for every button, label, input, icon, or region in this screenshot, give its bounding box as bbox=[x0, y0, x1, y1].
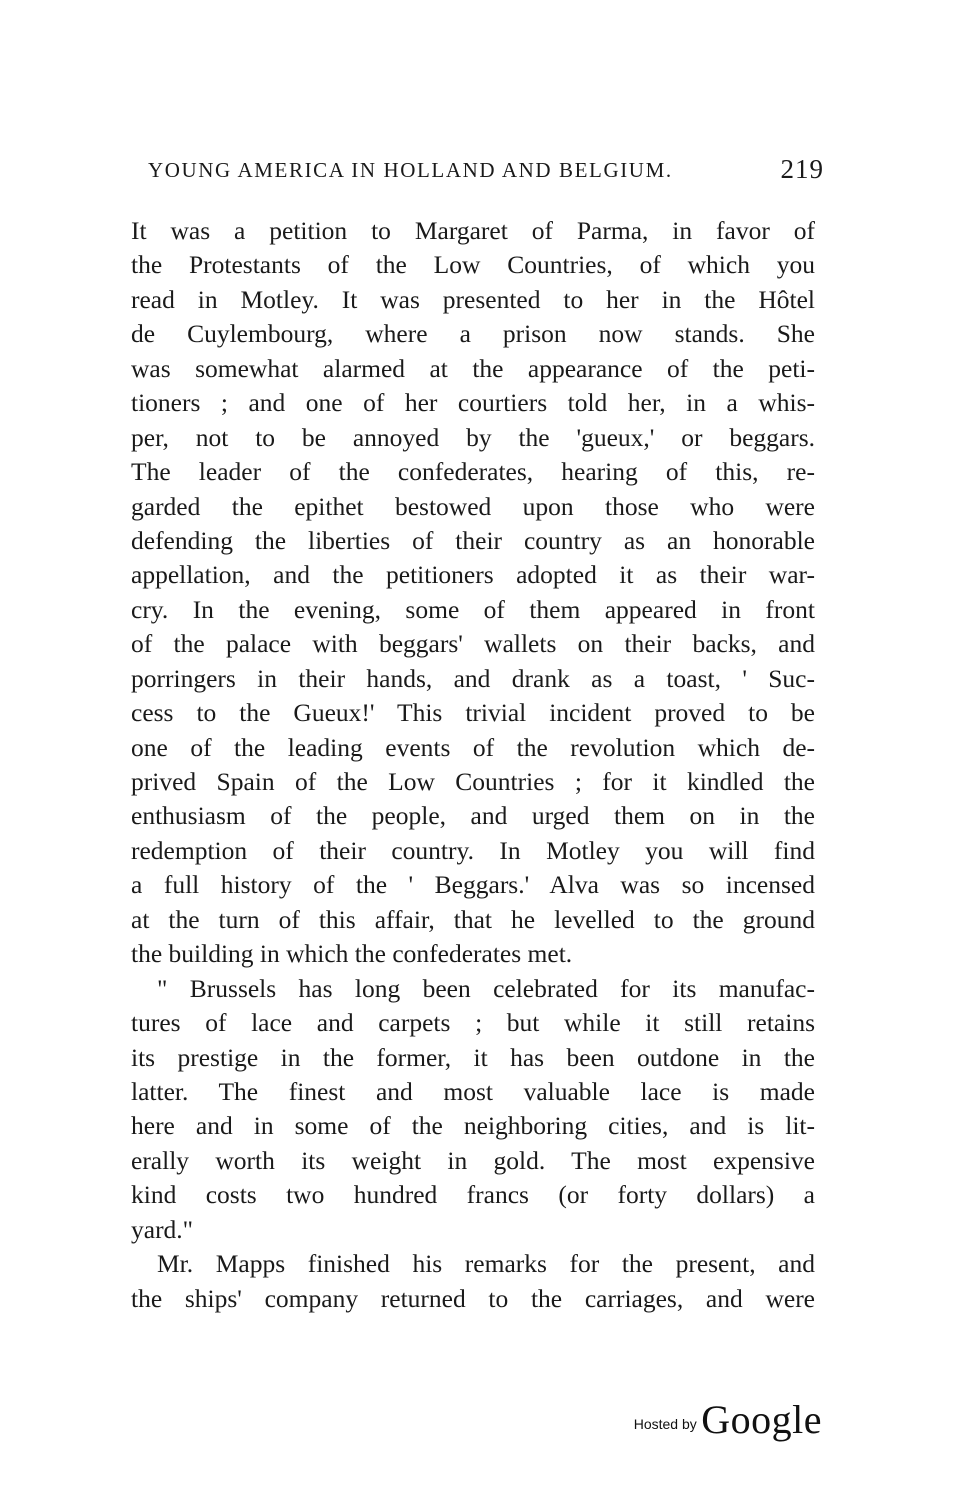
text-line: Mr. Mapps finished his remarks for the present, and bbox=[157, 1249, 815, 1279]
text-line: kind costs two hundred francs (or forty dollars) a bbox=[131, 1180, 815, 1210]
text-line: porringers in their hands, and drank as a toast, ' Suc- bbox=[131, 663, 815, 693]
text-line: prived Spain of the Low Countries ; for it kindled the bbox=[131, 767, 815, 796]
text-line: tures of lace and carpets ; but while it still retains bbox=[131, 1008, 815, 1038]
text-line: a full history of the ' Beggars.' Alva was so incensed bbox=[131, 870, 815, 900]
text-line: erally worth its weight in gold. The most expensive bbox=[131, 1145, 815, 1175]
text-line: " Brussels has long been celebrated for its manufac- bbox=[157, 973, 815, 1003]
text-line: the Protestants of the Low Countries, of which you bbox=[131, 250, 815, 280]
text-line: garded the epithet bestowed upon those who were bbox=[131, 491, 815, 521]
paragraph-end-line: yard." bbox=[131, 1214, 194, 1244]
text-line: per, not to be annoyed by the 'gueux,' or beggars. bbox=[131, 422, 815, 452]
text-line: latter. The finest and most valuable lace is made bbox=[131, 1076, 815, 1106]
text-line: was somewhat alarmed at the appearance of the peti- bbox=[131, 353, 815, 383]
text-line: here and in some of the neighboring cities, and is lit- bbox=[131, 1111, 815, 1141]
text-line: the ships' company returned to the carriages, and were bbox=[131, 1283, 815, 1313]
text-line: appellation, and the petitioners adopted it as their war- bbox=[131, 560, 815, 590]
text-line: defending the liberties of their country as an honorable bbox=[131, 525, 815, 555]
body-text bbox=[131, 214, 815, 1316]
google-watermark bbox=[634, 1396, 822, 1443]
text-line: its prestige in the former, it has been outdone in the bbox=[131, 1042, 815, 1072]
text-line: enthusiasm of the people, and urged them on in the bbox=[131, 801, 815, 831]
text-line: de Cuylembourg, where a prison now stands. She bbox=[131, 319, 815, 349]
text-line: tioners ; and one of her courtiers told her, in a whis- bbox=[131, 388, 815, 418]
watermark-prefix: Hosted by bbox=[633, 1416, 697, 1432]
page-number: 219 bbox=[780, 154, 824, 184]
running-head-title: YOUNG AMERICA IN HOLLAND AND BELGIUM. bbox=[148, 158, 673, 182]
running-head bbox=[148, 154, 824, 188]
text-line: of the palace with beggars' wallets on their backs, and bbox=[131, 629, 815, 659]
text-line: at the turn of this affair, that he levelled to the ground bbox=[131, 904, 815, 934]
text-line: cess to the Gueux!' This trivial incident proved to be bbox=[131, 698, 815, 728]
text-line: redemption of their country. In Motley you will find bbox=[131, 835, 815, 865]
text-line: one of the leading events of the revolution which de- bbox=[131, 732, 815, 762]
text-line: cry. In the evening, some of them appeared in front bbox=[131, 594, 815, 624]
google-logo: Google bbox=[701, 1397, 822, 1442]
text-line: It was a petition to Margaret of Parma, in favor of bbox=[131, 216, 815, 245]
text-line: read in Motley. It was presented to her in the Hôtel bbox=[131, 284, 815, 314]
text-line: The leader of the confederates, hearing of this, re- bbox=[131, 457, 815, 487]
paragraph-end-line: the building in which the confederates met. bbox=[131, 939, 573, 969]
